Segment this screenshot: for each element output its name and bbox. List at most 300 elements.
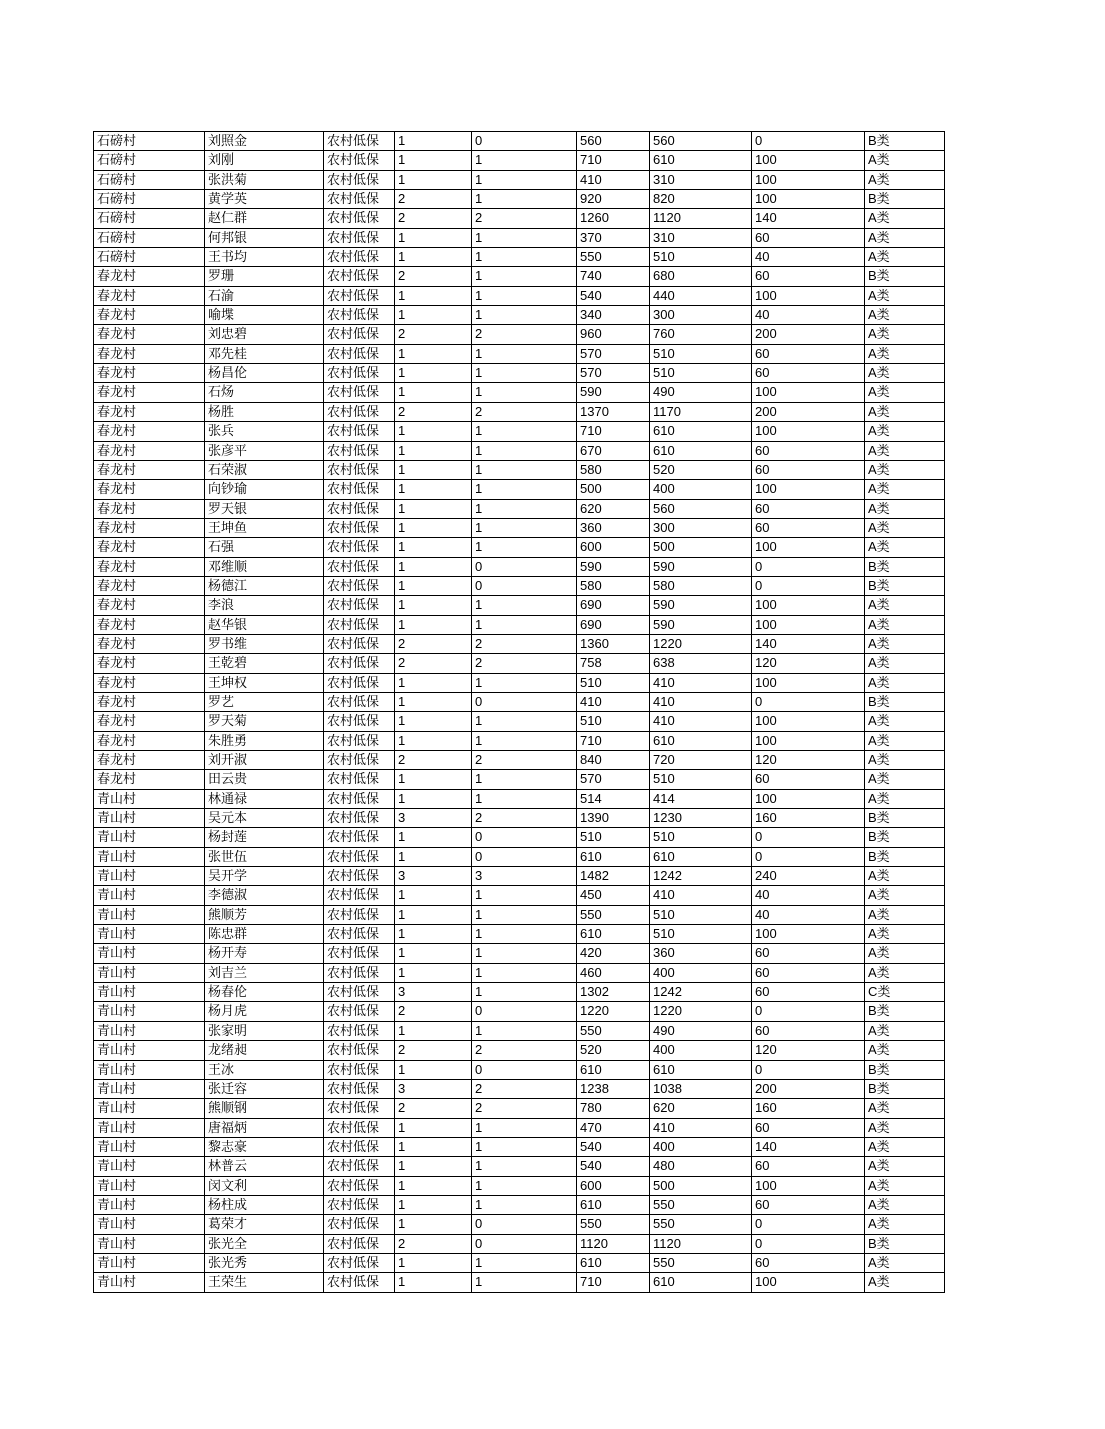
assistance-type-cell: 农村低保 xyxy=(324,170,395,189)
table-row xyxy=(94,1215,945,1234)
assistance-type-cell: 农村低保 xyxy=(324,1060,395,1079)
village-cell: 石磅村 xyxy=(94,190,205,209)
person-name-cell: 龙绪昶 xyxy=(205,1041,324,1060)
village-cell: 青山村 xyxy=(94,809,205,828)
subsidy-amount-cell: 0 xyxy=(752,557,865,576)
category-cell: A类 xyxy=(865,596,945,615)
base-amount-cell: 310 xyxy=(650,170,752,189)
village-cell: 春龙村 xyxy=(94,634,205,653)
table-row xyxy=(94,1060,945,1079)
assistance-type-cell: 农村低保 xyxy=(324,1099,395,1118)
enjoy-count-cell: 1 xyxy=(472,983,577,1002)
subsidy-amount-cell: 100 xyxy=(752,1176,865,1195)
assistance-type-cell: 农村低保 xyxy=(324,925,395,944)
person-name-cell: 黄学英 xyxy=(205,190,324,209)
base-amount-cell: 550 xyxy=(650,1215,752,1234)
household-count-cell: 1 xyxy=(395,557,472,576)
total-amount-cell: 550 xyxy=(577,1021,650,1040)
total-amount-cell: 570 xyxy=(577,770,650,789)
table-row xyxy=(94,789,945,808)
assistance-type-cell: 农村低保 xyxy=(324,499,395,518)
assistance-type-cell: 农村低保 xyxy=(324,576,395,595)
base-amount-cell: 1220 xyxy=(650,1002,752,1021)
subsidy-amount-cell: 160 xyxy=(752,809,865,828)
assistance-type-cell: 农村低保 xyxy=(324,190,395,209)
table-row xyxy=(94,248,945,267)
table-row xyxy=(94,596,945,615)
person-name-cell: 石强 xyxy=(205,538,324,557)
enjoy-count-cell: 1 xyxy=(472,383,577,402)
table-row xyxy=(94,615,945,634)
enjoy-count-cell: 1 xyxy=(472,925,577,944)
village-cell: 青山村 xyxy=(94,867,205,886)
category-cell: B类 xyxy=(865,132,945,151)
person-name-cell: 张光全 xyxy=(205,1234,324,1253)
assistance-type-cell: 农村低保 xyxy=(324,963,395,982)
total-amount-cell: 500 xyxy=(577,480,650,499)
total-amount-cell: 1302 xyxy=(577,983,650,1002)
household-count-cell: 3 xyxy=(395,983,472,1002)
table-row xyxy=(94,1253,945,1272)
assistance-type-cell: 农村低保 xyxy=(324,267,395,286)
assistance-type-cell: 农村低保 xyxy=(324,1195,395,1214)
subsidy-amount-cell: 100 xyxy=(752,615,865,634)
person-name-cell: 向钞瑜 xyxy=(205,480,324,499)
household-count-cell: 1 xyxy=(395,789,472,808)
enjoy-count-cell: 1 xyxy=(472,170,577,189)
total-amount-cell: 510 xyxy=(577,712,650,731)
category-cell: A类 xyxy=(865,654,945,673)
table-row xyxy=(94,770,945,789)
category-cell: A类 xyxy=(865,886,945,905)
household-count-cell: 1 xyxy=(395,499,472,518)
household-count-cell: 1 xyxy=(395,1176,472,1195)
assistance-type-cell: 农村低保 xyxy=(324,480,395,499)
assistance-type-cell: 农村低保 xyxy=(324,789,395,808)
subsidy-amount-cell: 0 xyxy=(752,132,865,151)
household-count-cell: 1 xyxy=(395,828,472,847)
enjoy-count-cell: 2 xyxy=(472,209,577,228)
base-amount-cell: 590 xyxy=(650,557,752,576)
category-cell: A类 xyxy=(865,518,945,537)
enjoy-count-cell: 1 xyxy=(472,190,577,209)
table-row xyxy=(94,286,945,305)
base-amount-cell: 560 xyxy=(650,132,752,151)
subsidy-amount-cell: 40 xyxy=(752,905,865,924)
table-row xyxy=(94,1273,945,1292)
category-cell: A类 xyxy=(865,963,945,982)
household-count-cell: 1 xyxy=(395,673,472,692)
household-count-cell: 1 xyxy=(395,886,472,905)
household-count-cell: 1 xyxy=(395,248,472,267)
subsidy-amount-cell: 100 xyxy=(752,731,865,750)
base-amount-cell: 500 xyxy=(650,538,752,557)
category-cell: A类 xyxy=(865,248,945,267)
person-name-cell: 杨月虎 xyxy=(205,1002,324,1021)
total-amount-cell: 460 xyxy=(577,963,650,982)
enjoy-count-cell: 2 xyxy=(472,402,577,421)
enjoy-count-cell: 1 xyxy=(472,1021,577,1040)
subsidy-amount-cell: 100 xyxy=(752,538,865,557)
household-count-cell: 2 xyxy=(395,267,472,286)
total-amount-cell: 570 xyxy=(577,364,650,383)
table-row xyxy=(94,499,945,518)
table-row xyxy=(94,944,945,963)
base-amount-cell: 360 xyxy=(650,944,752,963)
assistance-type-cell: 农村低保 xyxy=(324,712,395,731)
table-row xyxy=(94,422,945,441)
enjoy-count-cell: 1 xyxy=(472,1118,577,1137)
base-amount-cell: 510 xyxy=(650,770,752,789)
table-row xyxy=(94,1002,945,1021)
table-row xyxy=(94,325,945,344)
category-cell: B类 xyxy=(865,828,945,847)
category-cell: A类 xyxy=(865,460,945,479)
subsidy-amount-cell: 60 xyxy=(752,460,865,479)
subsidy-amount-cell: 140 xyxy=(752,1137,865,1156)
table-row xyxy=(94,1041,945,1060)
base-amount-cell: 1242 xyxy=(650,867,752,886)
village-cell: 青山村 xyxy=(94,1118,205,1137)
assistance-type-cell: 农村低保 xyxy=(324,557,395,576)
table-row xyxy=(94,731,945,750)
enjoy-count-cell: 2 xyxy=(472,325,577,344)
village-cell: 青山村 xyxy=(94,963,205,982)
person-name-cell: 刘开淑 xyxy=(205,751,324,770)
category-cell: B类 xyxy=(865,847,945,866)
person-name-cell: 杨胜 xyxy=(205,402,324,421)
village-cell: 石磅村 xyxy=(94,228,205,247)
category-cell: A类 xyxy=(865,1157,945,1176)
total-amount-cell: 1238 xyxy=(577,1079,650,1098)
subsidy-amount-cell: 200 xyxy=(752,325,865,344)
category-cell: B类 xyxy=(865,1060,945,1079)
village-cell: 春龙村 xyxy=(94,557,205,576)
total-amount-cell: 1390 xyxy=(577,809,650,828)
total-amount-cell: 1482 xyxy=(577,867,650,886)
base-amount-cell: 610 xyxy=(650,422,752,441)
table-row xyxy=(94,441,945,460)
table-row xyxy=(94,228,945,247)
base-amount-cell: 638 xyxy=(650,654,752,673)
category-cell: A类 xyxy=(865,731,945,750)
base-amount-cell: 490 xyxy=(650,383,752,402)
subsidy-amount-cell: 60 xyxy=(752,1118,865,1137)
subsidy-amount-cell: 200 xyxy=(752,1079,865,1098)
assistance-type-cell: 农村低保 xyxy=(324,1215,395,1234)
subsidy-amount-cell: 120 xyxy=(752,1041,865,1060)
village-cell: 青山村 xyxy=(94,1157,205,1176)
household-count-cell: 1 xyxy=(395,286,472,305)
enjoy-count-cell: 2 xyxy=(472,751,577,770)
enjoy-count-cell: 1 xyxy=(472,673,577,692)
assistance-type-cell: 农村低保 xyxy=(324,673,395,692)
total-amount-cell: 610 xyxy=(577,1060,650,1079)
category-cell: A类 xyxy=(865,228,945,247)
village-cell: 石磅村 xyxy=(94,151,205,170)
base-amount-cell: 1038 xyxy=(650,1079,752,1098)
total-amount-cell: 710 xyxy=(577,151,650,170)
household-count-cell: 2 xyxy=(395,1234,472,1253)
enjoy-count-cell: 0 xyxy=(472,576,577,595)
subsidy-amount-cell: 60 xyxy=(752,364,865,383)
enjoy-count-cell: 1 xyxy=(472,712,577,731)
base-amount-cell: 510 xyxy=(650,248,752,267)
enjoy-count-cell: 1 xyxy=(472,1137,577,1156)
total-amount-cell: 1120 xyxy=(577,1234,650,1253)
person-name-cell: 张世伍 xyxy=(205,847,324,866)
village-cell: 青山村 xyxy=(94,905,205,924)
table-row xyxy=(94,538,945,557)
subsidy-amount-cell: 100 xyxy=(752,480,865,499)
subsidy-amount-cell: 160 xyxy=(752,1099,865,1118)
household-count-cell: 1 xyxy=(395,692,472,711)
subsidy-amount-cell: 60 xyxy=(752,441,865,460)
enjoy-count-cell: 1 xyxy=(472,615,577,634)
total-amount-cell: 470 xyxy=(577,1118,650,1137)
category-cell: A类 xyxy=(865,364,945,383)
table-row xyxy=(94,1234,945,1253)
person-name-cell: 石渝 xyxy=(205,286,324,305)
category-cell: A类 xyxy=(865,1253,945,1272)
total-amount-cell: 690 xyxy=(577,596,650,615)
category-cell: A类 xyxy=(865,422,945,441)
household-count-cell: 1 xyxy=(395,364,472,383)
base-amount-cell: 1230 xyxy=(650,809,752,828)
subsidy-amount-cell: 60 xyxy=(752,983,865,1002)
table-row xyxy=(94,1176,945,1195)
enjoy-count-cell: 1 xyxy=(472,1253,577,1272)
table-row xyxy=(94,1157,945,1176)
person-name-cell: 林通禄 xyxy=(205,789,324,808)
assistance-type-cell: 农村低保 xyxy=(324,402,395,421)
total-amount-cell: 610 xyxy=(577,847,650,866)
category-cell: A类 xyxy=(865,344,945,363)
village-cell: 春龙村 xyxy=(94,441,205,460)
household-count-cell: 1 xyxy=(395,480,472,499)
total-amount-cell: 590 xyxy=(577,383,650,402)
subsidy-amount-cell: 40 xyxy=(752,306,865,325)
person-name-cell: 李浪 xyxy=(205,596,324,615)
enjoy-count-cell: 0 xyxy=(472,1234,577,1253)
household-count-cell: 1 xyxy=(395,306,472,325)
village-cell: 春龙村 xyxy=(94,422,205,441)
base-amount-cell: 610 xyxy=(650,731,752,750)
village-cell: 石磅村 xyxy=(94,248,205,267)
base-amount-cell: 680 xyxy=(650,267,752,286)
assistance-type-cell: 农村低保 xyxy=(324,847,395,866)
person-name-cell: 吴元本 xyxy=(205,809,324,828)
base-amount-cell: 1242 xyxy=(650,983,752,1002)
base-amount-cell: 310 xyxy=(650,228,752,247)
total-amount-cell: 540 xyxy=(577,286,650,305)
person-name-cell: 朱胜勇 xyxy=(205,731,324,750)
household-count-cell: 1 xyxy=(395,460,472,479)
household-count-cell: 2 xyxy=(395,751,472,770)
category-cell: A类 xyxy=(865,751,945,770)
base-amount-cell: 820 xyxy=(650,190,752,209)
assistance-type-cell: 农村低保 xyxy=(324,1234,395,1253)
assistance-type-cell: 农村低保 xyxy=(324,751,395,770)
category-cell: A类 xyxy=(865,402,945,421)
assistance-type-cell: 农村低保 xyxy=(324,867,395,886)
household-count-cell: 1 xyxy=(395,847,472,866)
category-cell: A类 xyxy=(865,634,945,653)
assistance-type-cell: 农村低保 xyxy=(324,731,395,750)
category-cell: A类 xyxy=(865,673,945,692)
table-row xyxy=(94,809,945,828)
base-amount-cell: 410 xyxy=(650,886,752,905)
household-count-cell: 1 xyxy=(395,518,472,537)
village-cell: 春龙村 xyxy=(94,576,205,595)
assistance-type-cell: 农村低保 xyxy=(324,228,395,247)
base-amount-cell: 720 xyxy=(650,751,752,770)
household-count-cell: 1 xyxy=(395,383,472,402)
base-amount-cell: 400 xyxy=(650,963,752,982)
assistance-type-cell: 农村低保 xyxy=(324,1273,395,1292)
village-cell: 春龙村 xyxy=(94,344,205,363)
household-count-cell: 1 xyxy=(395,576,472,595)
enjoy-count-cell: 1 xyxy=(472,480,577,499)
table-row xyxy=(94,460,945,479)
village-cell: 春龙村 xyxy=(94,383,205,402)
table-row xyxy=(94,983,945,1002)
person-name-cell: 熊顺芳 xyxy=(205,905,324,924)
subsidy-amount-cell: 60 xyxy=(752,267,865,286)
subsidy-amount-cell: 0 xyxy=(752,847,865,866)
village-cell: 青山村 xyxy=(94,1060,205,1079)
table-row xyxy=(94,828,945,847)
village-cell: 青山村 xyxy=(94,1176,205,1195)
person-name-cell: 罗珊 xyxy=(205,267,324,286)
assistance-type-cell: 农村低保 xyxy=(324,383,395,402)
person-name-cell: 张光秀 xyxy=(205,1253,324,1272)
base-amount-cell: 1120 xyxy=(650,1234,752,1253)
category-cell: B类 xyxy=(865,576,945,595)
total-amount-cell: 520 xyxy=(577,1041,650,1060)
base-amount-cell: 520 xyxy=(650,460,752,479)
total-amount-cell: 1220 xyxy=(577,1002,650,1021)
enjoy-count-cell: 1 xyxy=(472,1195,577,1214)
person-name-cell: 王荣生 xyxy=(205,1273,324,1292)
table-row xyxy=(94,751,945,770)
household-count-cell: 1 xyxy=(395,1137,472,1156)
person-name-cell: 杨开寿 xyxy=(205,944,324,963)
subsidy-amount-cell: 140 xyxy=(752,209,865,228)
category-cell: A类 xyxy=(865,1041,945,1060)
enjoy-count-cell: 1 xyxy=(472,460,577,479)
subsidy-amount-cell: 0 xyxy=(752,1215,865,1234)
assistance-type-cell: 农村低保 xyxy=(324,1002,395,1021)
total-amount-cell: 670 xyxy=(577,441,650,460)
assistance-type-cell: 农村低保 xyxy=(324,441,395,460)
category-cell: C类 xyxy=(865,983,945,1002)
household-count-cell: 2 xyxy=(395,325,472,344)
total-amount-cell: 600 xyxy=(577,1176,650,1195)
enjoy-count-cell: 1 xyxy=(472,770,577,789)
household-count-cell: 2 xyxy=(395,1041,472,1060)
enjoy-count-cell: 1 xyxy=(472,905,577,924)
total-amount-cell: 550 xyxy=(577,248,650,267)
category-cell: A类 xyxy=(865,925,945,944)
person-name-cell: 闵文利 xyxy=(205,1176,324,1195)
village-cell: 青山村 xyxy=(94,1099,205,1118)
person-name-cell: 张迁容 xyxy=(205,1079,324,1098)
assistance-type-cell: 农村低保 xyxy=(324,1041,395,1060)
person-name-cell: 赵华银 xyxy=(205,615,324,634)
assistance-type-cell: 农村低保 xyxy=(324,518,395,537)
subsidy-amount-cell: 120 xyxy=(752,751,865,770)
total-amount-cell: 610 xyxy=(577,1195,650,1214)
enjoy-count-cell: 2 xyxy=(472,1079,577,1098)
person-name-cell: 张家明 xyxy=(205,1021,324,1040)
household-count-cell: 1 xyxy=(395,1273,472,1292)
village-cell: 石磅村 xyxy=(94,170,205,189)
subsidy-amount-cell: 100 xyxy=(752,422,865,441)
enjoy-count-cell: 1 xyxy=(472,963,577,982)
table-row xyxy=(94,963,945,982)
person-name-cell: 张彦平 xyxy=(205,441,324,460)
table-row xyxy=(94,209,945,228)
household-count-cell: 1 xyxy=(395,1215,472,1234)
category-cell: A类 xyxy=(865,1137,945,1156)
category-cell: A类 xyxy=(865,1215,945,1234)
total-amount-cell: 710 xyxy=(577,422,650,441)
enjoy-count-cell: 2 xyxy=(472,809,577,828)
enjoy-count-cell: 0 xyxy=(472,1002,577,1021)
person-name-cell: 林普云 xyxy=(205,1157,324,1176)
category-cell: A类 xyxy=(865,867,945,886)
village-cell: 青山村 xyxy=(94,983,205,1002)
total-amount-cell: 560 xyxy=(577,132,650,151)
base-amount-cell: 510 xyxy=(650,344,752,363)
total-amount-cell: 540 xyxy=(577,1137,650,1156)
enjoy-count-cell: 3 xyxy=(472,867,577,886)
village-cell: 春龙村 xyxy=(94,538,205,557)
household-count-cell: 1 xyxy=(395,538,472,557)
table-row xyxy=(94,383,945,402)
category-cell: A类 xyxy=(865,441,945,460)
total-amount-cell: 420 xyxy=(577,944,650,963)
base-amount-cell: 410 xyxy=(650,712,752,731)
table-row xyxy=(94,1137,945,1156)
household-count-cell: 1 xyxy=(395,1060,472,1079)
village-cell: 青山村 xyxy=(94,1234,205,1253)
person-name-cell: 刘吉兰 xyxy=(205,963,324,982)
person-name-cell: 刘照金 xyxy=(205,132,324,151)
subsidy-amount-cell: 100 xyxy=(752,1273,865,1292)
household-count-cell: 1 xyxy=(395,963,472,982)
household-count-cell: 1 xyxy=(395,151,472,170)
base-amount-cell: 500 xyxy=(650,1176,752,1195)
enjoy-count-cell: 1 xyxy=(472,267,577,286)
subsidy-amount-cell: 0 xyxy=(752,576,865,595)
subsidy-amount-cell: 100 xyxy=(752,286,865,305)
category-cell: B类 xyxy=(865,692,945,711)
subsidy-amount-cell: 240 xyxy=(752,867,865,886)
base-amount-cell: 300 xyxy=(650,518,752,537)
table-row xyxy=(94,1118,945,1137)
table-row xyxy=(94,306,945,325)
assistance-type-cell: 农村低保 xyxy=(324,615,395,634)
base-amount-cell: 490 xyxy=(650,1021,752,1040)
village-cell: 春龙村 xyxy=(94,306,205,325)
category-cell: A类 xyxy=(865,325,945,344)
household-count-cell: 2 xyxy=(395,209,472,228)
subsidy-amount-cell: 100 xyxy=(752,383,865,402)
person-name-cell: 唐福炳 xyxy=(205,1118,324,1137)
person-name-cell: 杨封莲 xyxy=(205,828,324,847)
